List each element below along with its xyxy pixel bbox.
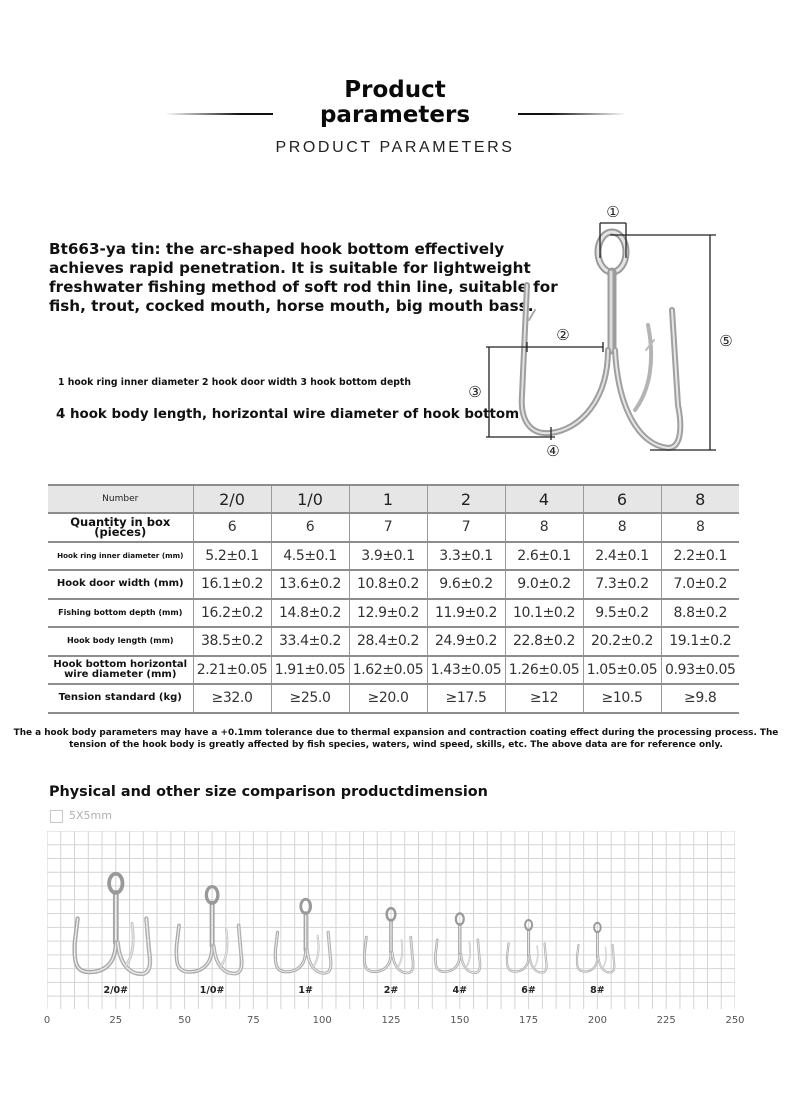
- axis-tick-label: 25: [109, 1015, 123, 1026]
- table-row: [48, 684, 739, 713]
- title-divider-right: [518, 113, 626, 115]
- page-title-line1: Product: [344, 77, 446, 103]
- specification-table: [48, 484, 739, 714]
- axis-tick-label: 100: [312, 1015, 332, 1026]
- table-cell: ≥9.8: [661, 684, 739, 713]
- table-cell: 20.2±0.2: [583, 627, 661, 656]
- table-cell: 1.43±0.05: [427, 656, 505, 685]
- table-cell: 38.5±0.2: [193, 627, 271, 656]
- table-row: [48, 656, 739, 685]
- size-header: 2: [427, 485, 505, 513]
- table-cell: ≥12: [505, 684, 583, 713]
- hook-dimension-diagram: [450, 190, 750, 470]
- table-cell: 1.05±0.05: [583, 656, 661, 685]
- table-cell: 3.3±0.1: [427, 542, 505, 571]
- row-label: Hook body length (mm): [48, 627, 193, 656]
- header-number-label: Number: [48, 485, 193, 513]
- page-title: [0, 78, 790, 128]
- table-cell: 13.6±0.2: [271, 570, 349, 599]
- marker-1: ①: [606, 203, 620, 221]
- table-cell: 19.1±0.2: [661, 627, 739, 656]
- table-cell: 8.8±0.2: [661, 599, 739, 628]
- hook-size-label: 6#: [521, 985, 536, 996]
- table-cell: 7: [349, 513, 427, 542]
- hook-size-label: 2#: [383, 985, 399, 996]
- table-row: [48, 627, 739, 656]
- table-cell: 33.4±0.2: [271, 627, 349, 656]
- hook-size-label: 8#: [590, 985, 605, 996]
- table-cell: 2.21±0.05: [193, 656, 271, 685]
- hook-image-6: [577, 923, 614, 973]
- table-cell: ≥17.5: [427, 684, 505, 713]
- table-row: [48, 542, 739, 571]
- table-cell: 14.8±0.2: [271, 599, 349, 628]
- axis-tick-label: 150: [450, 1015, 470, 1026]
- row-label: Hook ring inner diameter (mm): [48, 542, 193, 571]
- comparison-title: Physical and other size comparison productdimension: [49, 784, 488, 800]
- dimension-legend-1: 1 hook ring inner diameter 2 hook door width 3 hook bottom depth: [58, 377, 411, 388]
- marker-4: ④: [546, 442, 560, 460]
- table-cell: 4.5±0.1: [271, 542, 349, 571]
- table-cell: 3.9±0.1: [349, 542, 427, 571]
- axis-tick-label: 50: [178, 1015, 191, 1026]
- table-cell: 8: [583, 513, 661, 542]
- page-subtitle: PRODUCT PARAMETERS: [275, 139, 515, 156]
- size-comparison-grid: [47, 831, 735, 1009]
- table-cell: 0.93±0.05: [661, 656, 739, 685]
- row-label: Hook door width (mm): [48, 570, 193, 599]
- table-cell: ≥20.0: [349, 684, 427, 713]
- table-cell: ≥32.0: [193, 684, 271, 713]
- marker-2: ②: [556, 326, 570, 344]
- table-cell: ≥10.5: [583, 684, 661, 713]
- table-cell: 10.8±0.2: [349, 570, 427, 599]
- hook-size-label: 4#: [452, 985, 468, 996]
- table-cell: 7.0±0.2: [661, 570, 739, 599]
- table-row: [48, 570, 739, 599]
- size-header: 4: [505, 485, 583, 513]
- row-label: Hook bottom horizontal wire diameter (mm): [48, 656, 193, 685]
- table-cell: 1.26±0.05: [505, 656, 583, 685]
- axis-tick-label: 125: [381, 1015, 401, 1026]
- axis-tick-label: 175: [519, 1015, 539, 1026]
- treble-hook-image: [522, 232, 681, 448]
- table-cell: 5.2±0.1: [193, 542, 271, 571]
- hook-image-3: [364, 908, 413, 973]
- table-row: [48, 599, 739, 628]
- table-cell: 2.4±0.1: [583, 542, 661, 571]
- table-cell: 8: [505, 513, 583, 542]
- table-cell: 12.9±0.2: [349, 599, 427, 628]
- table-cell: 9.6±0.2: [427, 570, 505, 599]
- axis-tick-label: 0: [43, 1015, 51, 1026]
- axis-tick-label: 250: [725, 1015, 745, 1026]
- table-cell: 9.0±0.2: [505, 570, 583, 599]
- row-label: Quantity in box (pieces): [48, 513, 193, 542]
- page-title-line2: parameters: [319, 102, 471, 128]
- table-cell: 9.5±0.2: [583, 599, 661, 628]
- hook-size-label: 2/0#: [103, 985, 129, 996]
- grid-scale-label: 5X5mm: [69, 809, 112, 822]
- row-label: Fishing bottom depth (mm): [48, 599, 193, 628]
- table-cell: 2.6±0.1: [505, 542, 583, 571]
- table-cell: 7.3±0.2: [583, 570, 661, 599]
- size-header: 8: [661, 485, 739, 513]
- size-header: 2/0: [193, 485, 271, 513]
- table-cell: 8: [661, 513, 739, 542]
- row-label: Tension standard (kg): [48, 684, 193, 713]
- table-cell: 28.4±0.2: [349, 627, 427, 656]
- table-cell: 11.9±0.2: [427, 599, 505, 628]
- axis-tick-label: 200: [587, 1015, 607, 1026]
- product-description: Bt663-ya tin: the arc-shaped hook bottom effectively achieves rapid penetration. It is suitable for lightweight freshwater fishing method of soft rod thin line, suitable for fish, trout, cocked mouth, horse mouth, big mouth bass.: [49, 240, 558, 315]
- hook-size-label: 1#: [298, 985, 313, 996]
- table-cell: 6: [271, 513, 349, 542]
- dimension-legend-2: 4 hook body length, horizontal wire diameter of hook bottom: [56, 407, 520, 422]
- grid-scale-square-icon: [50, 810, 63, 823]
- table-cell: ≥25.0: [271, 684, 349, 713]
- title-divider-left: [165, 113, 273, 115]
- size-header: 6: [583, 485, 661, 513]
- table-cell: 1.62±0.05: [349, 656, 427, 685]
- size-header: 1: [349, 485, 427, 513]
- table-row: [48, 513, 739, 542]
- size-header: 1/0: [271, 485, 349, 513]
- table-cell: 16.2±0.2: [193, 599, 271, 628]
- table-cell: 2.2±0.1: [661, 542, 739, 571]
- hook-image-5: [507, 920, 547, 973]
- axis-tick-label: 225: [656, 1015, 676, 1026]
- table-cell: 1.91±0.05: [271, 656, 349, 685]
- axis-tick-label: 75: [247, 1015, 260, 1026]
- table-cell: 6: [193, 513, 271, 542]
- table-header-row: [48, 485, 739, 513]
- hook-size-label: 1/0#: [199, 985, 225, 996]
- table-cell: 10.1±0.2: [505, 599, 583, 628]
- marker-3: ③: [468, 383, 482, 401]
- table-cell: 22.8±0.2: [505, 627, 583, 656]
- table-cell: 7: [427, 513, 505, 542]
- table-cell: 24.9±0.2: [427, 627, 505, 656]
- tolerance-note: The a hook body parameters may have a +0.1mm tolerance due to thermal expansion and contraction coating effect during the processing process. The tension of the hook body is greatly affected by fish species, waters, wind speed, skills, etc. The above data are for reference only.: [13, 728, 779, 750]
- marker-5: ⑤: [719, 332, 733, 350]
- hook-image-0: [75, 874, 150, 974]
- table-cell: 16.1±0.2: [193, 570, 271, 599]
